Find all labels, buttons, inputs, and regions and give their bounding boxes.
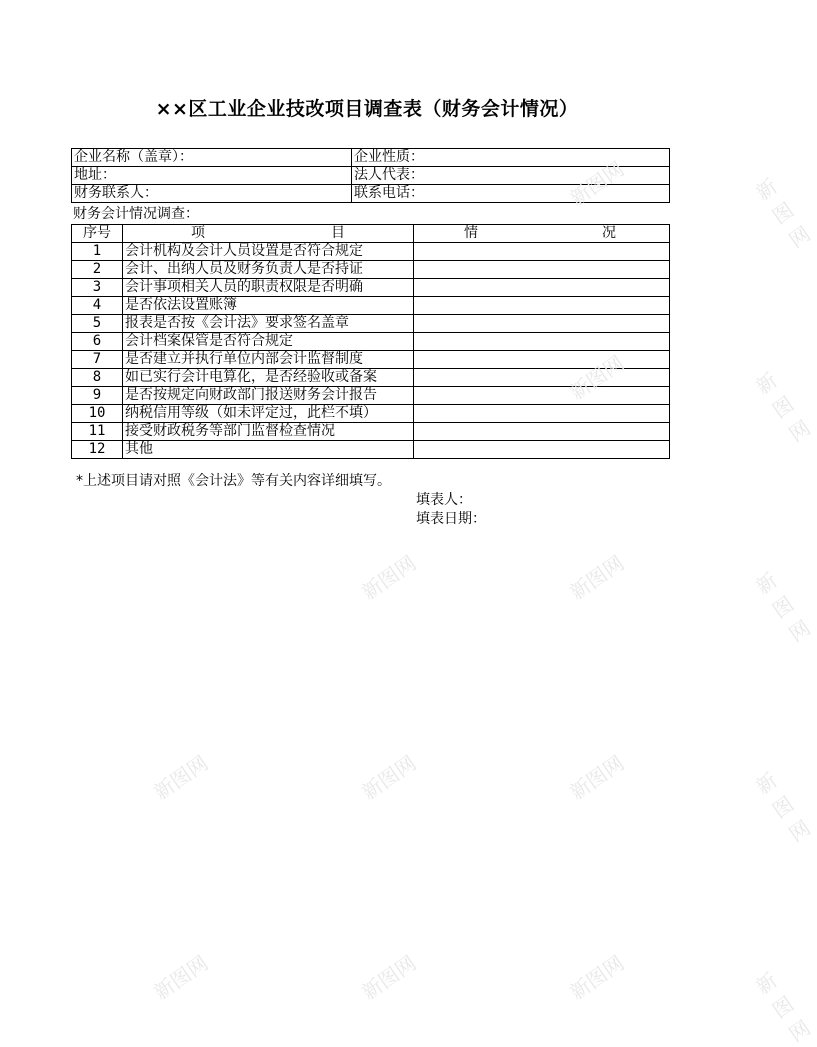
row-number: 12 xyxy=(72,441,123,459)
footnote: *上述项目请对照《会计法》等有关内容详细填写。 xyxy=(76,473,391,489)
table-row xyxy=(72,297,670,315)
row-number: 1 xyxy=(72,243,123,261)
row-number: 2 xyxy=(72,261,123,279)
finance-survey-table xyxy=(71,224,670,459)
row-situation-cell[interactable] xyxy=(414,333,670,351)
table-header-row xyxy=(72,225,670,243)
table-row xyxy=(72,405,670,423)
watermark: 新图网 xyxy=(149,750,213,805)
watermark: 新图网 xyxy=(357,550,421,605)
row-item: 纳税信用等级（如未评定过，此栏不填） xyxy=(123,405,414,423)
fill-date-label: 填表日期： xyxy=(416,511,486,527)
company-type-field[interactable]: 企业性质： xyxy=(352,149,670,167)
watermark: 新图网 xyxy=(565,750,629,805)
watermark: 新图网 xyxy=(751,173,815,253)
table-row xyxy=(72,369,670,387)
col-header-item-char2: 目 xyxy=(331,225,345,241)
col-header-situation-char2: 况 xyxy=(602,225,616,241)
legal-rep-field[interactable]: 法人代表： xyxy=(352,167,670,185)
info-row xyxy=(72,167,670,185)
row-situation-cell[interactable] xyxy=(414,405,670,423)
section-subtitle: 财务会计情况调查： xyxy=(73,206,199,222)
page-title: ××区工业企业技改项目调查表（财务会计情况） xyxy=(155,98,579,120)
address-field[interactable]: 地址： xyxy=(72,167,352,185)
table-row xyxy=(72,261,670,279)
row-number: 4 xyxy=(72,297,123,315)
watermark: 新图网 xyxy=(751,967,815,1047)
col-header-item-char1: 项 xyxy=(191,225,205,241)
watermark: 新图网 xyxy=(565,350,629,405)
col-header-situation xyxy=(414,225,670,243)
info-row xyxy=(72,185,670,203)
row-situation-cell[interactable] xyxy=(414,261,670,279)
table-row xyxy=(72,351,670,369)
col-header-item xyxy=(123,225,414,243)
table-row xyxy=(72,423,670,441)
row-item: 会计档案保管是否符合规定 xyxy=(123,333,414,351)
row-situation-cell[interactable] xyxy=(414,243,670,261)
row-situation-cell[interactable] xyxy=(414,279,670,297)
row-item: 会计事项相关人员的职责权限是否明确 xyxy=(123,279,414,297)
watermark: 新图网 xyxy=(565,950,629,1005)
row-item: 会计、出纳人员及财务负责人是否持证 xyxy=(123,261,414,279)
watermark: 新图网 xyxy=(751,367,815,447)
row-situation-cell[interactable] xyxy=(414,423,670,441)
table-row xyxy=(72,441,670,459)
row-number: 5 xyxy=(72,315,123,333)
row-situation-cell[interactable] xyxy=(414,387,670,405)
col-header-no: 序号 xyxy=(72,225,123,243)
table-row xyxy=(72,279,670,297)
row-situation-cell[interactable] xyxy=(414,369,670,387)
row-item: 是否按规定向财政部门报送财务会计报告 xyxy=(123,387,414,405)
row-number: 9 xyxy=(72,387,123,405)
row-number: 10 xyxy=(72,405,123,423)
watermark: 新图网 xyxy=(149,950,213,1005)
table-row xyxy=(72,315,670,333)
row-situation-cell[interactable] xyxy=(414,441,670,459)
row-situation-cell[interactable] xyxy=(414,297,670,315)
table-row xyxy=(72,243,670,261)
row-item: 是否依法设置账簿 xyxy=(123,297,414,315)
row-situation-cell[interactable] xyxy=(414,315,670,333)
phone-field[interactable]: 联系电话： xyxy=(352,185,670,203)
row-item: 是否建立并执行单位内部会计监督制度 xyxy=(123,351,414,369)
row-number: 11 xyxy=(72,423,123,441)
watermark: 新图网 xyxy=(565,156,629,211)
table-row xyxy=(72,387,670,405)
table-row xyxy=(72,333,670,351)
row-item: 会计机构及会计人员设置是否符合规定 xyxy=(123,243,414,261)
watermark: 新图网 xyxy=(565,550,629,605)
row-item: 其他 xyxy=(123,441,414,459)
row-situation-cell[interactable] xyxy=(414,351,670,369)
row-number: 7 xyxy=(72,351,123,369)
row-number: 8 xyxy=(72,369,123,387)
row-item: 报表是否按《会计法》要求签名盖章 xyxy=(123,315,414,333)
row-number: 3 xyxy=(72,279,123,297)
row-item: 接受财政税务等部门监督检查情况 xyxy=(123,423,414,441)
company-name-field[interactable]: 企业名称（盖章）： xyxy=(72,149,352,167)
watermark: 新图网 xyxy=(357,950,421,1005)
col-header-situation-char1: 情 xyxy=(464,225,478,241)
company-info-table xyxy=(71,148,670,203)
watermark: 新图网 xyxy=(751,767,815,847)
finance-contact-field[interactable]: 财务联系人： xyxy=(72,185,352,203)
row-item: 如已实行会计电算化，是否经验收或备案 xyxy=(123,369,414,387)
watermark: 新图网 xyxy=(751,567,815,647)
filler-label: 填表人： xyxy=(416,492,472,508)
info-row xyxy=(72,149,670,167)
watermark: 新图网 xyxy=(357,750,421,805)
row-number: 6 xyxy=(72,333,123,351)
